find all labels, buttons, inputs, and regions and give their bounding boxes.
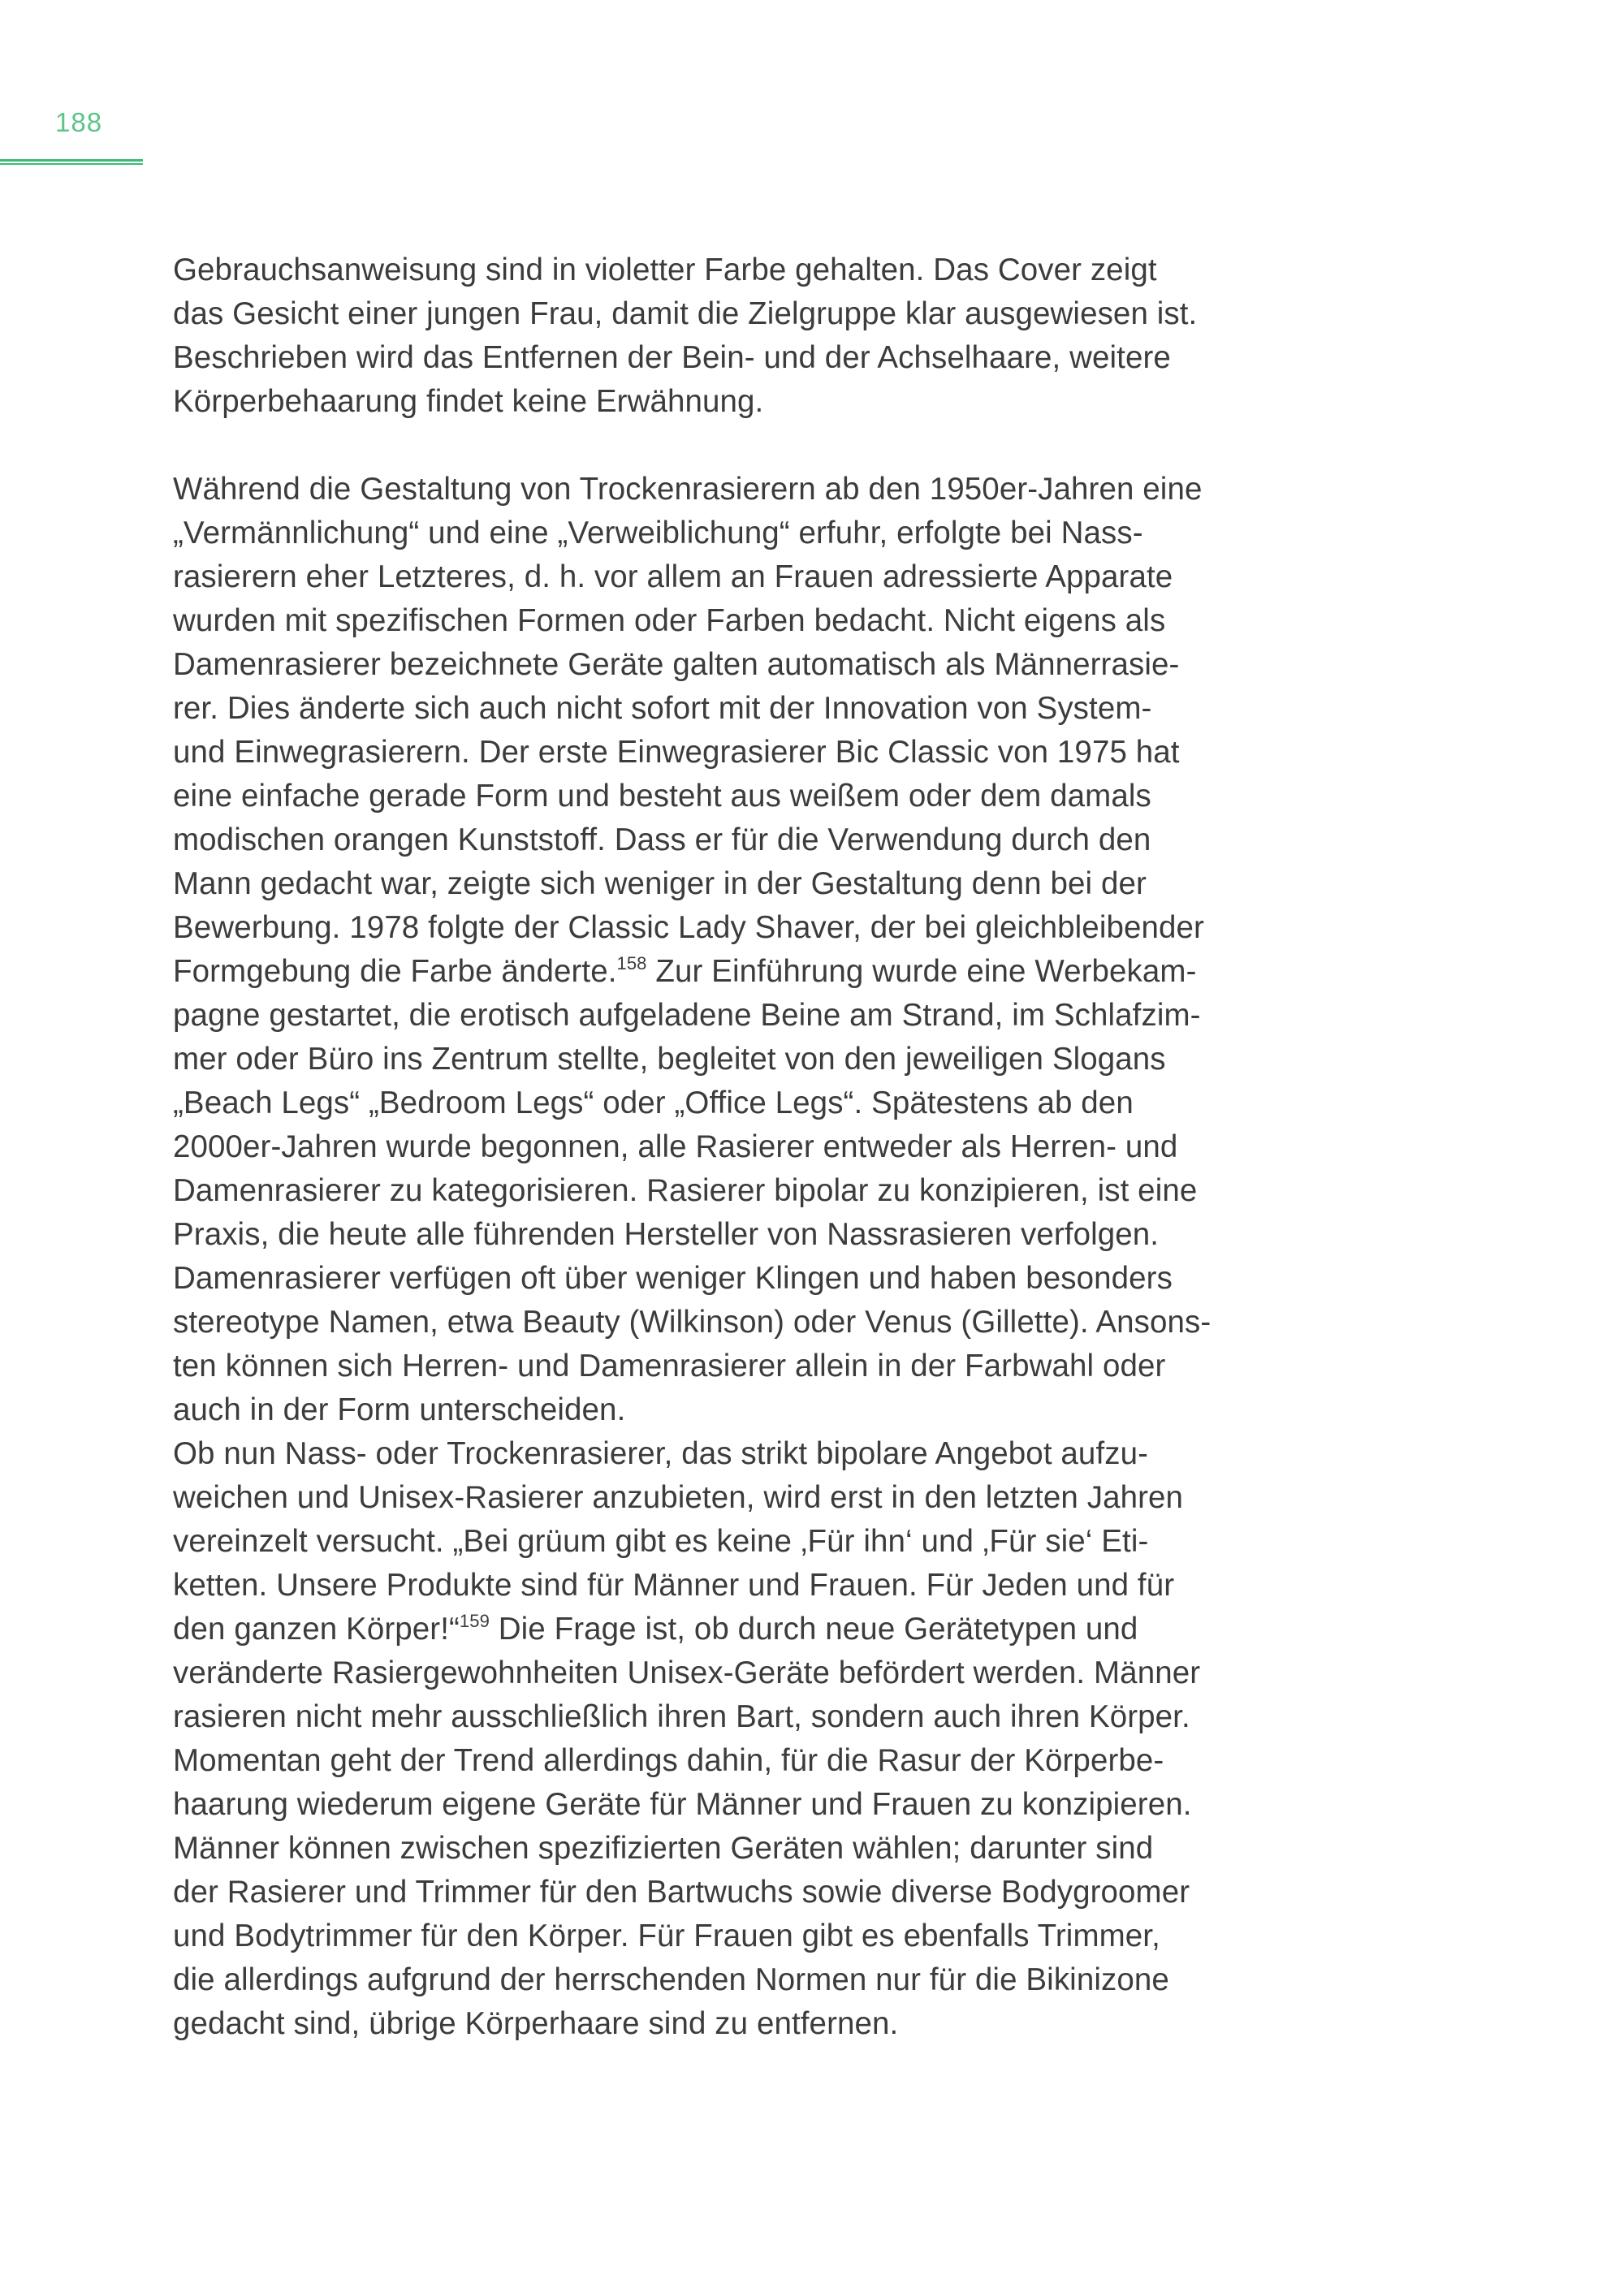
- text-segment: Momentan geht der Trend allerdings dahin, für die Rasur der Körperbe-: [173, 1743, 1164, 1778]
- text-line: [173, 1213, 1261, 1257]
- text-segment: wurden mit spezifischen Formen oder Farben bedacht. Nicht eigens als: [173, 603, 1166, 638]
- text-line: [173, 511, 1261, 555]
- text-line: [173, 1432, 1261, 1476]
- text-line: [173, 1695, 1261, 1739]
- text-line: [173, 906, 1261, 950]
- text-segment: 2000er-Jahren wurde begonnen, alle Rasierer entweder als Herren- und: [173, 1129, 1178, 1164]
- text-segment: den ganzen Körper!“: [173, 1612, 460, 1647]
- text-segment: gedacht sind, übrige Körperhaare sind zu entfernen.: [173, 2006, 899, 2041]
- text-segment: Damenrasierer verfügen oft über weniger Klingen und haben besonders: [173, 1261, 1173, 1296]
- text-line: [173, 1081, 1261, 1125]
- text-segment: der Rasierer und Trimmer für den Bartwuchs sowie diverse Bodygroomer: [173, 1875, 1190, 1910]
- paragraph: [173, 468, 1261, 2046]
- text-segment: und Einwegrasierern. Der erste Einwegrasierer Bic Classic von 1975 hat: [173, 735, 1180, 770]
- text-line: [173, 555, 1261, 599]
- text-line: [173, 731, 1261, 775]
- text-segment: Männer können zwischen spezifizierten Geräten wählen; darunter sind: [173, 1831, 1154, 1866]
- text-line: [173, 1257, 1261, 1301]
- page-number: 188: [55, 107, 103, 137]
- text-line: [173, 2002, 1261, 2046]
- text-line: [173, 1564, 1261, 1608]
- text-segment: rasieren nicht mehr ausschließlich ihren Bart, sondern auch ihren Körper.: [173, 1699, 1190, 1734]
- text-line: [173, 1388, 1261, 1432]
- text-segment: stereotype Namen, etwa Beauty (Wilkinson) oder Venus (Gillette). Ansons-: [173, 1305, 1212, 1340]
- text-segment: Praxis, die heute alle führenden Hersteller von Nassrasieren verfolgen.: [173, 1217, 1160, 1252]
- body-text: [173, 248, 1261, 2046]
- text-segment: ten können sich Herren- und Damenrasierer allein in der Farbwahl oder: [173, 1349, 1166, 1383]
- text-segment: Mann gedacht war, zeigte sich weniger in der Gestaltung denn bei der: [173, 866, 1147, 901]
- text-segment: pagne gestartet, die erotisch aufgeladene Beine am Strand, im Schlafzim-: [173, 998, 1201, 1033]
- text-line: [173, 1958, 1261, 2002]
- text-line: [173, 336, 1261, 380]
- text-segment: Beschrieben wird das Entfernen der Bein- und der Achselhaare, weitere: [173, 340, 1171, 375]
- text-segment: Damenrasierer zu kategorisieren. Rasierer bipolar zu konzipieren, ist eine: [173, 1173, 1198, 1208]
- text-segment: Gebrauchsanweisung sind in violetter Farbe gehalten. Das Cover zeigt: [173, 253, 1157, 287]
- text-line: [173, 1651, 1261, 1695]
- text-line: [173, 950, 1261, 994]
- text-line: [173, 643, 1261, 687]
- text-segment: „Vermännlichung“ und eine „Verweiblichung“ erfuhr, erfolgte bei Nass-: [173, 516, 1143, 550]
- text-segment: auch in der Form unterscheiden.: [173, 1392, 626, 1427]
- text-segment: haarung wiederum eigene Geräte für Männer und Frauen zu konzipieren.: [173, 1787, 1192, 1822]
- text-segment: Damenrasierer bezeichnete Geräte galten automatisch als Männerrasie-: [173, 647, 1180, 682]
- header-rule-bottom: [0, 163, 143, 165]
- text-segment: das Gesicht einer jungen Frau, damit die Zielgruppe klar ausgewiesen ist.: [173, 296, 1198, 331]
- paragraph: [173, 248, 1261, 424]
- text-segment: veränderte Rasiergewohnheiten Unisex-Geräte befördert werden. Männer: [173, 1655, 1201, 1690]
- text-segment: „Beach Legs“ „Bedroom Legs“ oder „Office Legs“. Spätestens ab den: [173, 1086, 1134, 1120]
- footnote-marker: 159: [459, 1611, 490, 1631]
- text-line: [173, 994, 1261, 1038]
- text-line: [173, 1608, 1261, 1651]
- text-line: [173, 292, 1261, 336]
- text-line: [173, 599, 1261, 643]
- text-segment: Formgebung die Farbe änderte.: [173, 954, 617, 989]
- text-segment: Während die Gestaltung von Trockenrasierern ab den 1950er-Jahren eine: [173, 472, 1203, 507]
- text-line: [173, 1914, 1261, 1958]
- text-segment: die allerdings aufgrund der herrschenden Normen nur für die Bikinizone: [173, 1962, 1169, 1997]
- text-line: [173, 1345, 1261, 1388]
- text-segment: weichen und Unisex-Rasierer anzubieten, wird erst in den letzten Jahren: [173, 1480, 1184, 1515]
- text-segment: rasierern eher Letzteres, d. h. vor allem an Frauen adressierte Apparate: [173, 559, 1173, 594]
- text-segment: Körperbehaarung findet keine Erwähnung.: [173, 384, 764, 419]
- text-segment: Zur Einführung wurde eine Werbekam-: [646, 954, 1197, 989]
- text-line: [173, 1520, 1261, 1564]
- text-segment: Bewerbung. 1978 folgte der Classic Lady Shaver, der bei gleichbleibender: [173, 910, 1204, 945]
- footnote-marker: 158: [616, 953, 647, 973]
- text-line: [173, 818, 1261, 862]
- text-line: [173, 1038, 1261, 1081]
- text-line: [173, 248, 1261, 292]
- text-line: [173, 468, 1261, 511]
- text-line: [173, 1301, 1261, 1345]
- text-line: [173, 1169, 1261, 1213]
- text-segment: Die Frage ist, ob durch neue Gerätetypen und: [489, 1612, 1138, 1647]
- text-line: [173, 862, 1261, 906]
- text-line: [173, 775, 1261, 818]
- text-segment: und Bodytrimmer für den Körper. Für Frauen gibt es ebenfalls Trimmer,: [173, 1919, 1160, 1953]
- text-line: [173, 1827, 1261, 1871]
- text-segment: modischen orangen Kunststoff. Dass er für die Verwendung durch den: [173, 822, 1151, 857]
- text-segment: vereinzelt versucht. „Bei grüum gibt es keine ‚Für ihn‘ und ‚Für sie‘ Eti-: [173, 1524, 1149, 1559]
- text-line: [173, 380, 1261, 424]
- paragraph-gap: [173, 424, 1261, 468]
- text-line: [173, 1783, 1261, 1827]
- text-segment: Ob nun Nass- oder Trockenrasierer, das strikt bipolare Angebot aufzu-: [173, 1436, 1149, 1471]
- text-line: [173, 1476, 1261, 1520]
- text-line: [173, 1125, 1261, 1169]
- text-segment: ketten. Unsere Produkte sind für Männer und Frauen. Für Jeden und für: [173, 1568, 1175, 1603]
- text-line: [173, 1871, 1261, 1914]
- header-rule-top: [0, 159, 143, 162]
- text-line: [173, 1739, 1261, 1783]
- text-segment: rer. Dies änderte sich auch nicht sofort mit der Innovation von System-: [173, 691, 1152, 726]
- text-segment: mer oder Büro ins Zentrum stellte, begleitet von den jeweiligen Slogans: [173, 1042, 1166, 1077]
- text-line: [173, 687, 1261, 731]
- text-segment: eine einfache gerade Form und besteht aus weißem oder dem damals: [173, 779, 1151, 814]
